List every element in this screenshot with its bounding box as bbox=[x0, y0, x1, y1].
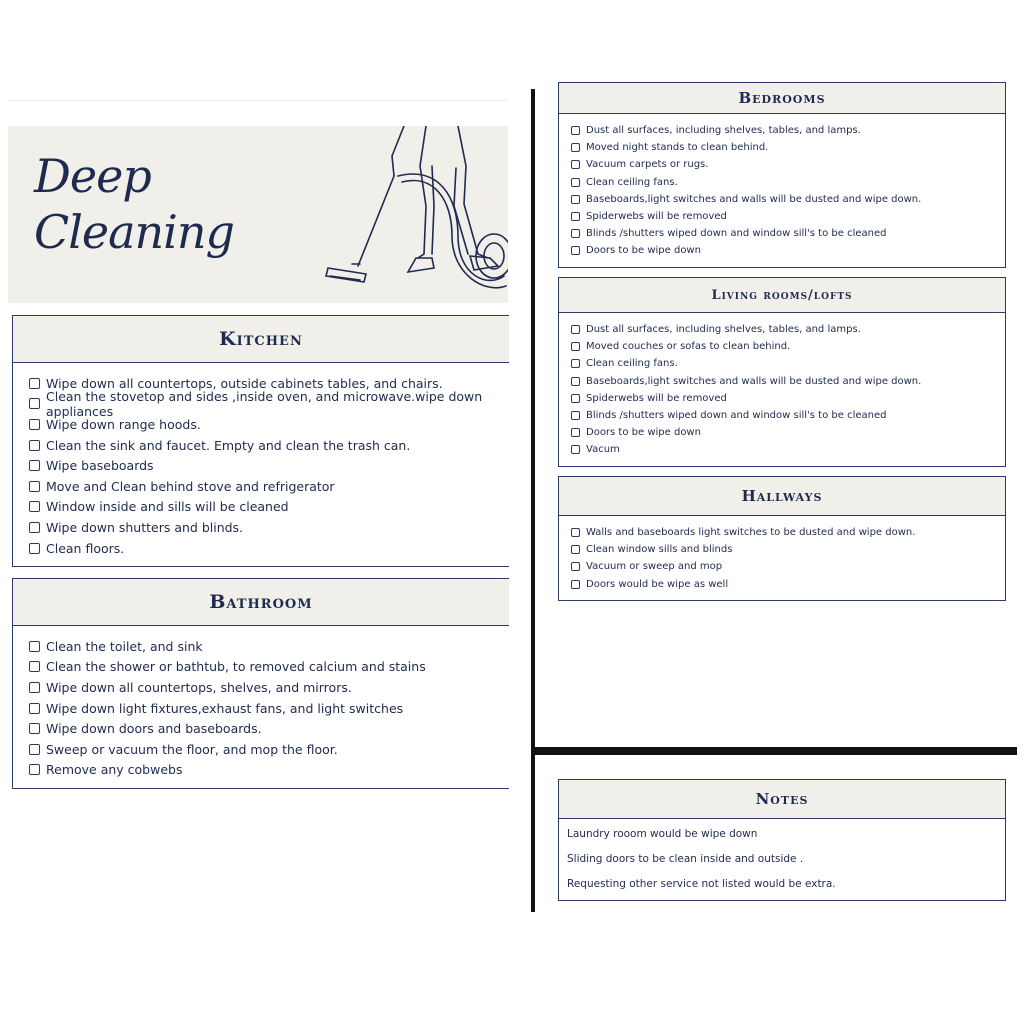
checklist-item bbox=[29, 677, 509, 698]
checklist-item-label: Wipe down all countertops, shelves, and mirrors. bbox=[46, 679, 352, 695]
checklist-item-label: Doors to be wipe down bbox=[586, 245, 701, 257]
checklist-item-label: Wipe baseboards bbox=[46, 458, 154, 474]
checkbox[interactable] bbox=[571, 377, 580, 386]
hero-title bbox=[34, 148, 234, 260]
checklist-item-label: Vacum bbox=[586, 444, 620, 456]
checkbox[interactable] bbox=[29, 543, 40, 554]
kitchen-title: Kitchen bbox=[13, 316, 509, 363]
checkbox[interactable] bbox=[571, 160, 580, 169]
checkbox[interactable] bbox=[29, 522, 40, 533]
checklist-item-label: Spiderwebs will be removed bbox=[586, 392, 727, 404]
checklist-item-label: Clean the toilet, and sink bbox=[46, 638, 203, 654]
checklist-item bbox=[571, 576, 1005, 593]
checklist-item bbox=[29, 517, 509, 538]
bedrooms-title: Bedrooms bbox=[559, 83, 1005, 114]
bathroom-title: Bathroom bbox=[13, 579, 509, 626]
checklist-item-label: Wipe down range hoods. bbox=[46, 416, 201, 432]
checkbox[interactable] bbox=[29, 398, 40, 409]
bedrooms-checklist bbox=[559, 114, 1005, 260]
checklist-item-label: Doors to be wipe down bbox=[586, 427, 701, 439]
bathroom-checklist bbox=[13, 626, 509, 780]
checklist-item bbox=[29, 476, 509, 497]
living-rooms-title: Living rooms/lofts bbox=[559, 278, 1005, 313]
checkbox[interactable] bbox=[29, 481, 40, 492]
checkbox[interactable] bbox=[571, 246, 580, 255]
checkbox[interactable] bbox=[29, 744, 40, 755]
living-rooms-checklist bbox=[559, 313, 1005, 459]
checklist-item bbox=[571, 390, 1005, 407]
checkbox[interactable] bbox=[29, 419, 40, 430]
checkbox[interactable] bbox=[29, 378, 40, 389]
checklist-item-label: Wipe down shutters and blinds. bbox=[46, 519, 244, 535]
checkbox[interactable] bbox=[29, 661, 40, 672]
checklist-item-label: Clean ceiling fans. bbox=[586, 358, 678, 370]
checklist-item-label: Window inside and sills will be cleaned bbox=[46, 499, 289, 515]
notes-title: Notes bbox=[559, 780, 1005, 819]
vacuum-cleaner-illustration bbox=[308, 126, 508, 303]
kitchen-card bbox=[12, 315, 509, 567]
living-rooms-card bbox=[558, 277, 1006, 467]
checkbox[interactable] bbox=[29, 440, 40, 451]
note-line: Requesting other service not listed would be extra. bbox=[567, 878, 836, 891]
horizontal-divider bbox=[531, 747, 1017, 755]
checklist-item-label: Sweep or vacuum the floor, and mop the floor. bbox=[46, 741, 338, 757]
checklist-item bbox=[571, 321, 1005, 338]
hero-title-line1: Deep bbox=[34, 149, 151, 203]
checklist-item bbox=[29, 739, 509, 760]
hero-title-line2: Cleaning bbox=[34, 205, 234, 259]
checkbox[interactable] bbox=[29, 723, 40, 734]
checklist-item-label: Walls and baseboards light switches to be dusted and wipe down. bbox=[586, 527, 916, 539]
checklist-item-label: Baseboards,light switches and walls will be dusted and wipe down. bbox=[586, 193, 922, 205]
checklist-item-label: Spiderwebs will be removed bbox=[586, 211, 727, 223]
checkbox[interactable] bbox=[571, 178, 580, 187]
checkbox[interactable] bbox=[571, 580, 580, 589]
checklist-item bbox=[571, 225, 1005, 242]
checklist-item bbox=[571, 373, 1005, 390]
checkbox[interactable] bbox=[571, 562, 580, 571]
checklist-item bbox=[571, 139, 1005, 156]
notes-body bbox=[559, 819, 1005, 897]
checklist-item-label: Dust all surfaces, including shelves, tables, and lamps. bbox=[586, 324, 861, 336]
checklist-item bbox=[571, 424, 1005, 441]
checklist-item-label: Wipe down light fixtures,exhaust fans, and light switches bbox=[46, 700, 404, 716]
checklist-item bbox=[29, 657, 509, 678]
checklist-item bbox=[29, 455, 509, 476]
checkbox[interactable] bbox=[29, 501, 40, 512]
checklist-item bbox=[571, 524, 1005, 541]
checkbox[interactable] bbox=[571, 528, 580, 537]
checklist-item bbox=[29, 760, 509, 781]
vertical-divider bbox=[531, 89, 535, 912]
checklist-item bbox=[571, 407, 1005, 424]
checkbox[interactable] bbox=[29, 460, 40, 471]
checkbox[interactable] bbox=[571, 229, 580, 238]
checklist-item-label: Moved night stands to clean behind. bbox=[586, 142, 769, 154]
checklist-item-label: Vacuum carpets or rugs. bbox=[586, 159, 709, 171]
checklist-item bbox=[571, 191, 1005, 208]
checklist-item bbox=[29, 435, 509, 456]
checkbox[interactable] bbox=[29, 641, 40, 652]
checklist-item bbox=[571, 338, 1005, 355]
checklist-item-label: Clean floors. bbox=[46, 540, 125, 556]
checklist-item-label: Blinds /shutters wiped down and window sill's to be cleaned bbox=[586, 410, 887, 422]
checkbox[interactable] bbox=[571, 212, 580, 221]
checklist-item-label: Remove any cobwebs bbox=[46, 762, 183, 778]
bathroom-card bbox=[12, 578, 509, 789]
checkbox[interactable] bbox=[571, 545, 580, 554]
checkbox[interactable] bbox=[29, 764, 40, 775]
kitchen-checklist bbox=[13, 363, 509, 558]
checklist-item-label: Moved couches or sofas to clean behind. bbox=[586, 341, 791, 353]
checklist-item-label: Clean the sink and faucet. Empty and clean the trash can. bbox=[46, 437, 411, 453]
checklist-item bbox=[29, 538, 509, 559]
checklist-item-label: Move and Clean behind stove and refrigerator bbox=[46, 478, 335, 494]
checkbox[interactable] bbox=[571, 411, 580, 420]
checkbox[interactable] bbox=[571, 126, 580, 135]
checklist-item-label: Clean ceiling fans. bbox=[586, 176, 678, 188]
hallways-title: Hallways bbox=[559, 477, 1005, 516]
checklist-item bbox=[571, 355, 1005, 372]
checklist-item-label: Blinds /shutters wiped down and window sill's to be cleaned bbox=[586, 228, 887, 240]
checklist-item-label: Clean the shower or bathtub, to removed calcium and stains bbox=[46, 659, 426, 675]
hero-banner bbox=[8, 126, 508, 303]
checkbox[interactable] bbox=[571, 428, 580, 437]
checklist-item bbox=[29, 497, 509, 518]
note-line: Sliding doors to be clean inside and outside . bbox=[567, 852, 804, 865]
checklist-item bbox=[29, 718, 509, 739]
checklist-item-label: Wipe down all countertops, outside cabinets tables, and chairs. bbox=[46, 375, 443, 391]
checklist-item-label: Clean window sills and blinds bbox=[586, 544, 733, 556]
checklist-item bbox=[571, 174, 1005, 191]
checklist-item bbox=[571, 441, 1005, 458]
hallways-card bbox=[558, 476, 1006, 601]
checklist-item-label: Baseboards,light switches and walls will be dusted and wipe down. bbox=[586, 375, 922, 387]
checklist-item bbox=[29, 636, 509, 657]
checklist-item bbox=[29, 388, 509, 419]
checklist-item-label: Doors would be wipe as well bbox=[586, 578, 729, 590]
checklist-item bbox=[571, 156, 1005, 173]
checkbox[interactable] bbox=[571, 342, 580, 351]
checkbox[interactable] bbox=[29, 703, 40, 714]
checklist-item-label: Wipe down doors and baseboards. bbox=[46, 721, 262, 737]
checklist-item-label: Vacuum or sweep and mop bbox=[586, 561, 723, 573]
checklist-item-label: Clean the stovetop and sides ,inside oven, and microwave.wipe down appliances bbox=[46, 388, 483, 419]
checklist-item bbox=[571, 242, 1005, 259]
checkbox[interactable] bbox=[571, 394, 580, 403]
checklist-item-label: Dust all surfaces, including shelves, tables, and lamps. bbox=[586, 125, 861, 137]
top-divider bbox=[8, 100, 508, 101]
checkbox[interactable] bbox=[29, 682, 40, 693]
checkbox[interactable] bbox=[571, 143, 580, 152]
checklist-item bbox=[571, 208, 1005, 225]
checklist-item bbox=[571, 122, 1005, 139]
checkbox[interactable] bbox=[571, 445, 580, 454]
checklist-item bbox=[29, 698, 509, 719]
checklist-item bbox=[571, 558, 1005, 575]
checkbox[interactable] bbox=[571, 325, 580, 334]
checklist-item bbox=[571, 541, 1005, 558]
notes-card bbox=[558, 779, 1006, 901]
bedrooms-card bbox=[558, 82, 1006, 268]
checkbox[interactable] bbox=[571, 195, 580, 204]
checkbox[interactable] bbox=[571, 359, 580, 368]
note-line: Laundry rooom would be wipe down bbox=[567, 827, 758, 840]
hallways-checklist bbox=[559, 516, 1005, 593]
